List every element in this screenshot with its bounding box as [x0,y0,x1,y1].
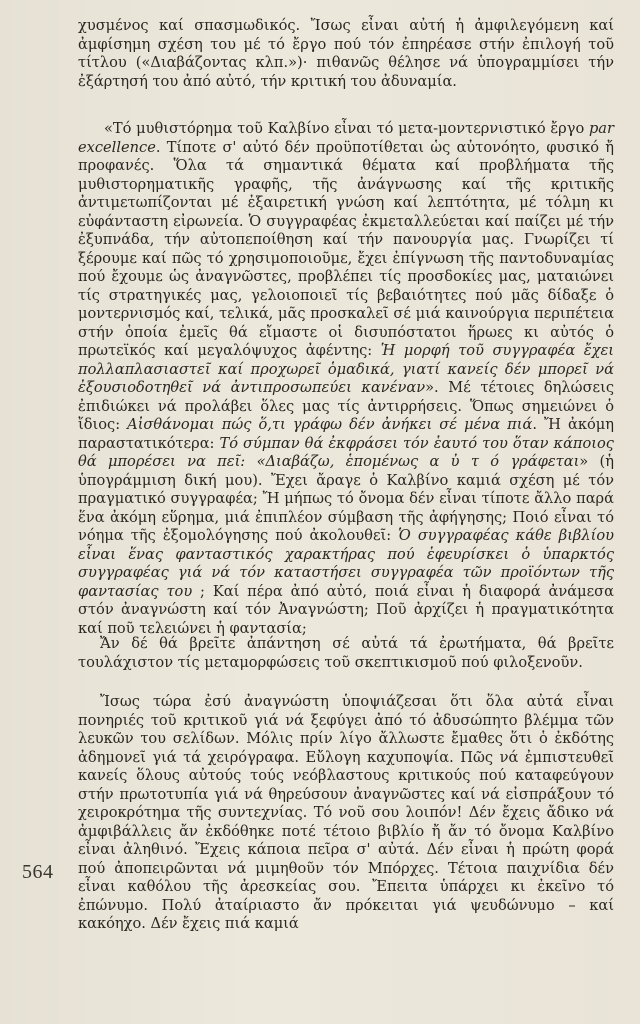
paragraph-4-text: Ἴσως τώρα ἐσύ ἀναγνώστη ὑποψιάζεσαι ὅτι ὅλα αὐτά εἶναι πονηριές τοῦ κριτικοῦ γιά νά ξεφύγει ἀπό τό ἀδυσώπητο βλέμμα τῶν λευκῶν του σελίδων. Μόλις πρίν λίγο ἄλλωστε ἔμαθες ὅτι ὁ ἐκδότης ἀδημονεῖ γιά τά χειρόγραφα. Εὔλογη καχυποψία. Πῶς νά ἐμπιστευθεῖ κανείς ὅλους αὐτούς τούς νεόβλαστους κριτικούς πού καταφεύγουν στήν πρωτοτυπία γιά νά θηρεύσουν ἀναγνῶστες καί νά εἰσπράξουν τό χειροκρότημα τῆς συντεχνίας. Τό νοῦ σου λοιπόν! Δέν ἔχεις ἄδικο νά ἀμφιβάλλεις ἄν ἐκδόθηκε ποτέ τέτοιο βιβλίο ἤ ἄν τό ὄνομα Καλβίνο εἶναι ἀληθινό. Ἔχεις κάποια πεῖρα σ' αὐτά. Δέν εἶναι ἡ πρώτη φορά πού ἀποπειρῶνται νά μιμηθοῦν τόν Μπόρχες. Τέτοια παιχνίδια δέν εἶναι καθόλου τῆς ἀρεσκείας σου. Ἔπειτα ὑπάρχει κι ἐκεῖνο τό ἐπώνυμο. Πολύ ἀταίριαστο ἄν πρόκειται γιά ψευδώνυμο – καί κακόηχο. Δέν ἔχεις πιά καμιά [78,693,614,932]
paragraph-1 [78,17,614,91]
quote-italic-feel: Αἰσθάνομαι πώς ὅ,τι γράφω δέν ἀνήκει σέ μένα πιά [127,416,533,433]
paragraph-1-text: χυσμένος καί σπασμωδικός. Ἴσως εἶναι αὐτή ἡ ἀμφιλεγόμενη καί ἀμφίσημη σχέση του μέ τό ἔργο πού τόν ἐπηρέασε στήν ἐπιλογή τοῦ τίτλου («Διαβάζοντας κλπ.»)· πιθανῶς θέλησε νά ὑπογραμμίσει τήν ἐξάρτησή του ἀπό αὐτό, τήν κριτική του ἀδυναμία. [78,17,614,90]
quote-text-d: . Ἤ ἀκόμη παραστατικότερα: [78,416,614,452]
quote-italic-universe: Τό σύμπαν θά ἐκφράσει τόν ἑαυτό του ὅταν κάποιος θά μπορέσει να πεῖ: «Διαβάζω, ἑπομένως [78,434,614,470]
paragraph-2-text [78,120,614,638]
quote-text-e: » (ἡ ὑπογράμμιση δική μου). Ἔχει ἄραγε ὁ Καλβίνο καμιά σχέση μέ τόν πραγματικό συγγραφέα; Ἤ μήπως τό ὄνομα δέν εἶναι τίποτε ἄλλο παρά ἕνα ἀκόμη εὕρημα, μιά ἐπιπλέον σύμβαση τῆς ἀφήγησης; Ποιό εἶναι τό νόημα τῆς ἐξομολόγησης πού ἀκολουθεῖ: [78,453,614,544]
quote-italic-par-excellence: par excellence [78,120,614,156]
quote-italic-written: γράφεται [510,453,580,470]
quote-italic-author-fictional: Ὁ συγγραφέας κάθε βιβλίου εἶναι ἕνας φανταστικός χαρακτήρας πού ἐφευρίσκει ὁ ὑπαρκτός συγγραφέας γιά νά τόν καταστήσει συγγραφέα τῶν προϊόντων τῆς φαντασίας του [78,527,614,600]
quote-italic-author-figure: Ἡ μορφή τοῦ συγγραφέα ἔχει πολλαπλασιαστεῖ καί προχωρεῖ ὁμαδικά, γιατί κανείς δέν μπορεῖ νά ἐξουσιοδοτηθεῖ νά ἀντιπροσωπεύει κανέναν [78,342,614,396]
page-number: 564 [22,861,54,883]
quote-text-c: ». Μέ τέτοιες δηλώσεις ἐπιδιώκει νά προλάβει ὅλες μας τίς ἀντιρρήσεις. Ὅπως σημειώνει ὁ ἴδιος: [78,379,614,433]
paragraph-3-text: Ἄν δέ θά βρεῖτε ἀπάντηση σέ αὐτά τά ἐρωτήματα, θά βρεῖτε τουλάχιστον τίς μεταμορφώσεις τοῦ σκεπτικισμοῦ πού φιλοξενοῦν. [78,635,614,671]
paragraph-3 [78,635,614,672]
quote-text-b: . Τίποτε σ' αὐτό δέν προϋποτίθεται ὡς αὐτονόητο, φυσικό ἤ προφανές. Ὅλα τά σημαντικά θέματα καί προβλήματα τῆς μυθιστορηματικῆς γραφῆς, τῆς ἀνάγνωσης καί τῆς κριτικῆς ἀντιμετωπίζονται μέ ἐξαιρετική γνώση καί λεπτότητα, μέ τόλμη κι εὐφάνταστη εἰρωνεία. Ὁ συγγραφέας ἐκμεταλλεύεται καί παίζει μέ τήν ἐξυπνάδα, τήν αὐτοπεποίθηση καί τήν πανουργία μας. Γνωρίζει τί ξέρουμε καί πῶς τό χρησιμοποιοῦμε, ἔχει ἐπίγνωση τῆς παντοδυναμίας πού ἔχουμε ὡς ἀναγνῶστες, προβλέπει τίς προσδοκίες μας, ματαιώνει τίς στρατηγικές μας, γελοιοποιεῖ τίς βεβαιότητες πού μᾶς δίδαξε ὁ μοντερνισμός καί, τελικά, μᾶς προσκαλεῖ σέ μιά καινούργια περιπέτεια στήν ὁποία ἐμεῖς θά εἴμαστε οἱ δισυπόστατοι ἥρωες κι αὐτός ὁ πρωτεϊκός καί μεγαλόψυχος ἀφέντης: [78,138,614,359]
paragraph-2-quote [78,120,614,638]
quote-text-a: «Τό μυθιστόρημα τοῦ Καλβίνο εἶναι τό μετα-μοντερνιστικό ἔργο [104,120,589,137]
quote-spaced-auto: α ὐ τ ό [418,453,511,470]
quote-text-f: ; Καί πέρα ἀπό αὐτό, ποιά εἶναι ἡ διαφορά ἀνάμεσα στόν ἀναγνώστη καί τόν Ἀναγνώστη; Ποῦ ἀρχίζει ἡ πραγματικότητα καί ποῦ τελειώνει ἡ φαντασία; [78,582,614,637]
paragraph-4 [78,693,614,934]
